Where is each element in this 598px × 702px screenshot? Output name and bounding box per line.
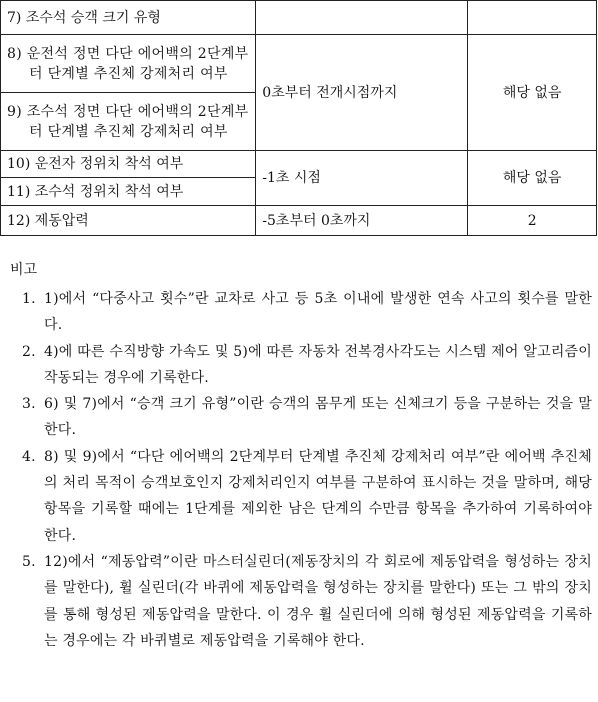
item-cell: 7) 조수석 승객 크기 유형 [1, 1, 256, 35]
remark-item [0, 549, 598, 654]
remark-text: 12)에서 “제동압력”이란 마스터실린더(제동장치의 각 회로에 제동압력을 형성하는 장치를 말한다), 휠 실린더(각 바퀴에 제동압력을 형성하는 장치를 말한다) 또는 그 밖의 장치를 통해 형성된 제동압력을 말한다. 이 경우 휠 실린더에 의해 형성된 제동압력을 기록하는 경우에는 각 바퀴별로 제동압력을 기록해야 한다. [44, 553, 592, 649]
note-cell: 해당 없음 [468, 35, 597, 151]
time-cell [256, 1, 468, 35]
remark-text: 4)에 따른 수직방향 가속도 및 5)에 따른 자동차 전복경사각도는 시스템 제어 알고리즘이 작동되는 경우에 기록한다. [44, 343, 592, 386]
remark-item [0, 391, 598, 444]
remark-text: 8) 및 9)에서 “다단 에어백의 2단계부터 단계별 추진체 강제처리 여부”란 에어백 추진체의 처리 목적이 승객보호인지 강제처리인지 여부를 구분하여 표시하는 것을 말하며, 해당 항목을 기록할 때에는 1단계를 제외한 남은 단계의 수만큼 항목을 추가하여 기록하여야 한다. [44, 448, 592, 544]
item-text: 9) 조수석 정면 다단 에어백의 2단계부터 단계별 추진체 강제처리 여부 [7, 103, 249, 140]
remark-number: 4. [22, 448, 36, 465]
remark-number: 3. [22, 396, 36, 413]
note-cell: 2 [468, 206, 597, 236]
time-cell: -1초 시점 [256, 151, 468, 206]
remark-text: 1)에서 “다중사고 횟수”란 교차로 사고 등 5초 이내에 발생한 연속 사고의 횟수를 말한다. [44, 291, 592, 334]
item-cell [1, 93, 256, 151]
item-text: 8) 운전석 정면 다단 에어백의 2단계부터 단계별 추진체 강제처리 여부 [7, 45, 249, 82]
remark-text: 6) 및 7)에서 “승객 크기 유형”이란 승객의 몸무게 또는 신체크기 등을 구분하는 것을 말한다. [44, 396, 592, 439]
item-cell: 11) 조수석 정위치 착석 여부 [1, 178, 256, 206]
note-cell [468, 1, 597, 35]
remark-item [0, 339, 598, 392]
item-cell: 12) 제동압력 [1, 206, 256, 236]
time-cell: -5초부터 0초까지 [256, 206, 468, 236]
data-items-table [0, 0, 597, 236]
table-row [1, 151, 597, 178]
table-row [1, 206, 597, 236]
item-cell: 10) 운전자 정위치 착석 여부 [1, 151, 256, 178]
table-row [1, 1, 597, 35]
note-cell: 해당 없음 [468, 151, 597, 206]
remark-item [0, 444, 598, 549]
time-cell: 0초부터 전개시점까지 [256, 35, 468, 151]
remarks-section [0, 258, 598, 654]
item-cell [1, 35, 256, 93]
remark-number: 5. [22, 553, 36, 570]
remark-number: 2. [22, 343, 36, 360]
table-row [1, 35, 597, 93]
remark-number: 1. [22, 291, 36, 307]
remark-item [0, 286, 598, 339]
remarks-title: 비고 [10, 262, 38, 278]
